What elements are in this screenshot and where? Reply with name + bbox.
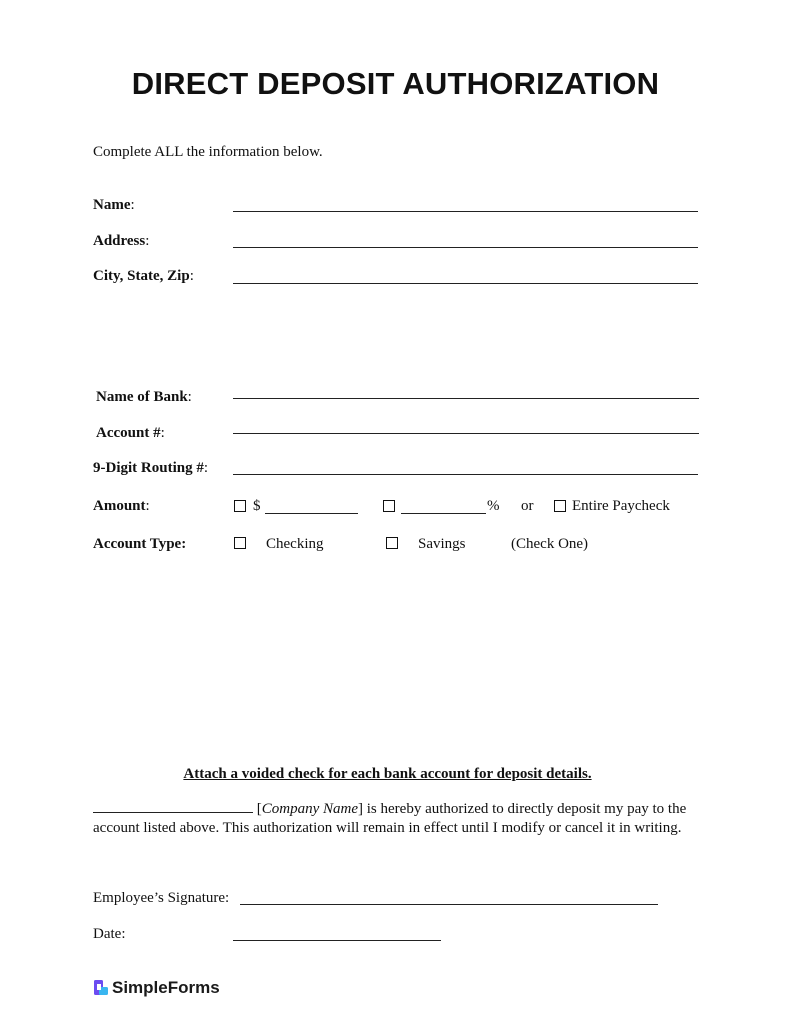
simpleforms-logo-icon bbox=[94, 980, 108, 995]
checking-label: Checking bbox=[266, 536, 324, 552]
date-label: Date: bbox=[93, 926, 126, 942]
bank-name-label: Name of Bank: bbox=[96, 389, 192, 405]
amount-percent-checkbox[interactable] bbox=[383, 500, 395, 512]
or-text: or bbox=[521, 498, 534, 514]
simpleforms-logo bbox=[94, 978, 220, 998]
account-number-field[interactable] bbox=[233, 433, 699, 434]
city-state-zip-label: City, State, Zip: bbox=[93, 268, 194, 284]
city-state-zip-field[interactable] bbox=[233, 283, 698, 284]
address-field[interactable] bbox=[233, 247, 698, 248]
authorization-paragraph: [Company Name] is hereby authorized to directly deposit my pay to the account listed above. This authorization will remain in effect until I modify or cancel it in writing. bbox=[93, 801, 687, 836]
check-one-note: (Check One) bbox=[511, 536, 589, 552]
date-field[interactable] bbox=[233, 940, 441, 941]
amount-label: Amount: bbox=[93, 498, 150, 514]
instructions-text: Complete ALL the information below. bbox=[93, 144, 323, 160]
checking-checkbox[interactable] bbox=[234, 537, 246, 549]
amount-percent-field[interactable] bbox=[401, 513, 486, 514]
amount-dollar-checkbox[interactable] bbox=[234, 500, 246, 512]
attach-check-note: Attach a voided check for each bank account for deposit details. bbox=[183, 766, 592, 782]
address-label: Address: bbox=[93, 233, 150, 249]
account-number-label: Account #: bbox=[96, 425, 165, 441]
name-field[interactable] bbox=[233, 211, 698, 212]
company-name-placeholder: Company Name bbox=[261, 801, 358, 817]
savings-label: Savings bbox=[418, 536, 466, 552]
dollar-sign: $ bbox=[253, 498, 261, 514]
company-name-field[interactable] bbox=[93, 800, 253, 813]
form-title: DIRECT DEPOSIT AUTHORIZATION bbox=[131, 66, 660, 101]
routing-number-field[interactable] bbox=[233, 474, 698, 475]
percent-sign: % bbox=[487, 498, 500, 514]
entire-paycheck-label: Entire Paycheck bbox=[572, 498, 670, 514]
account-type-label: Account Type: bbox=[93, 536, 187, 552]
brand-name: SimpleForms bbox=[112, 978, 220, 997]
name-label: Name: bbox=[93, 197, 135, 213]
routing-number-label: 9-Digit Routing #: bbox=[93, 460, 209, 476]
amount-dollar-field[interactable] bbox=[265, 513, 358, 514]
savings-checkbox[interactable] bbox=[386, 537, 398, 549]
entire-paycheck-checkbox[interactable] bbox=[554, 500, 566, 512]
authorization-text: is hereby authorized to directly deposit my pay to the account listed above. This authorization will remain in effect until I modify or cancel it in writing. bbox=[93, 801, 687, 836]
signature-field[interactable] bbox=[240, 904, 658, 905]
signature-label: Employee’s Signature: bbox=[93, 890, 230, 906]
bank-name-field[interactable] bbox=[233, 398, 699, 399]
